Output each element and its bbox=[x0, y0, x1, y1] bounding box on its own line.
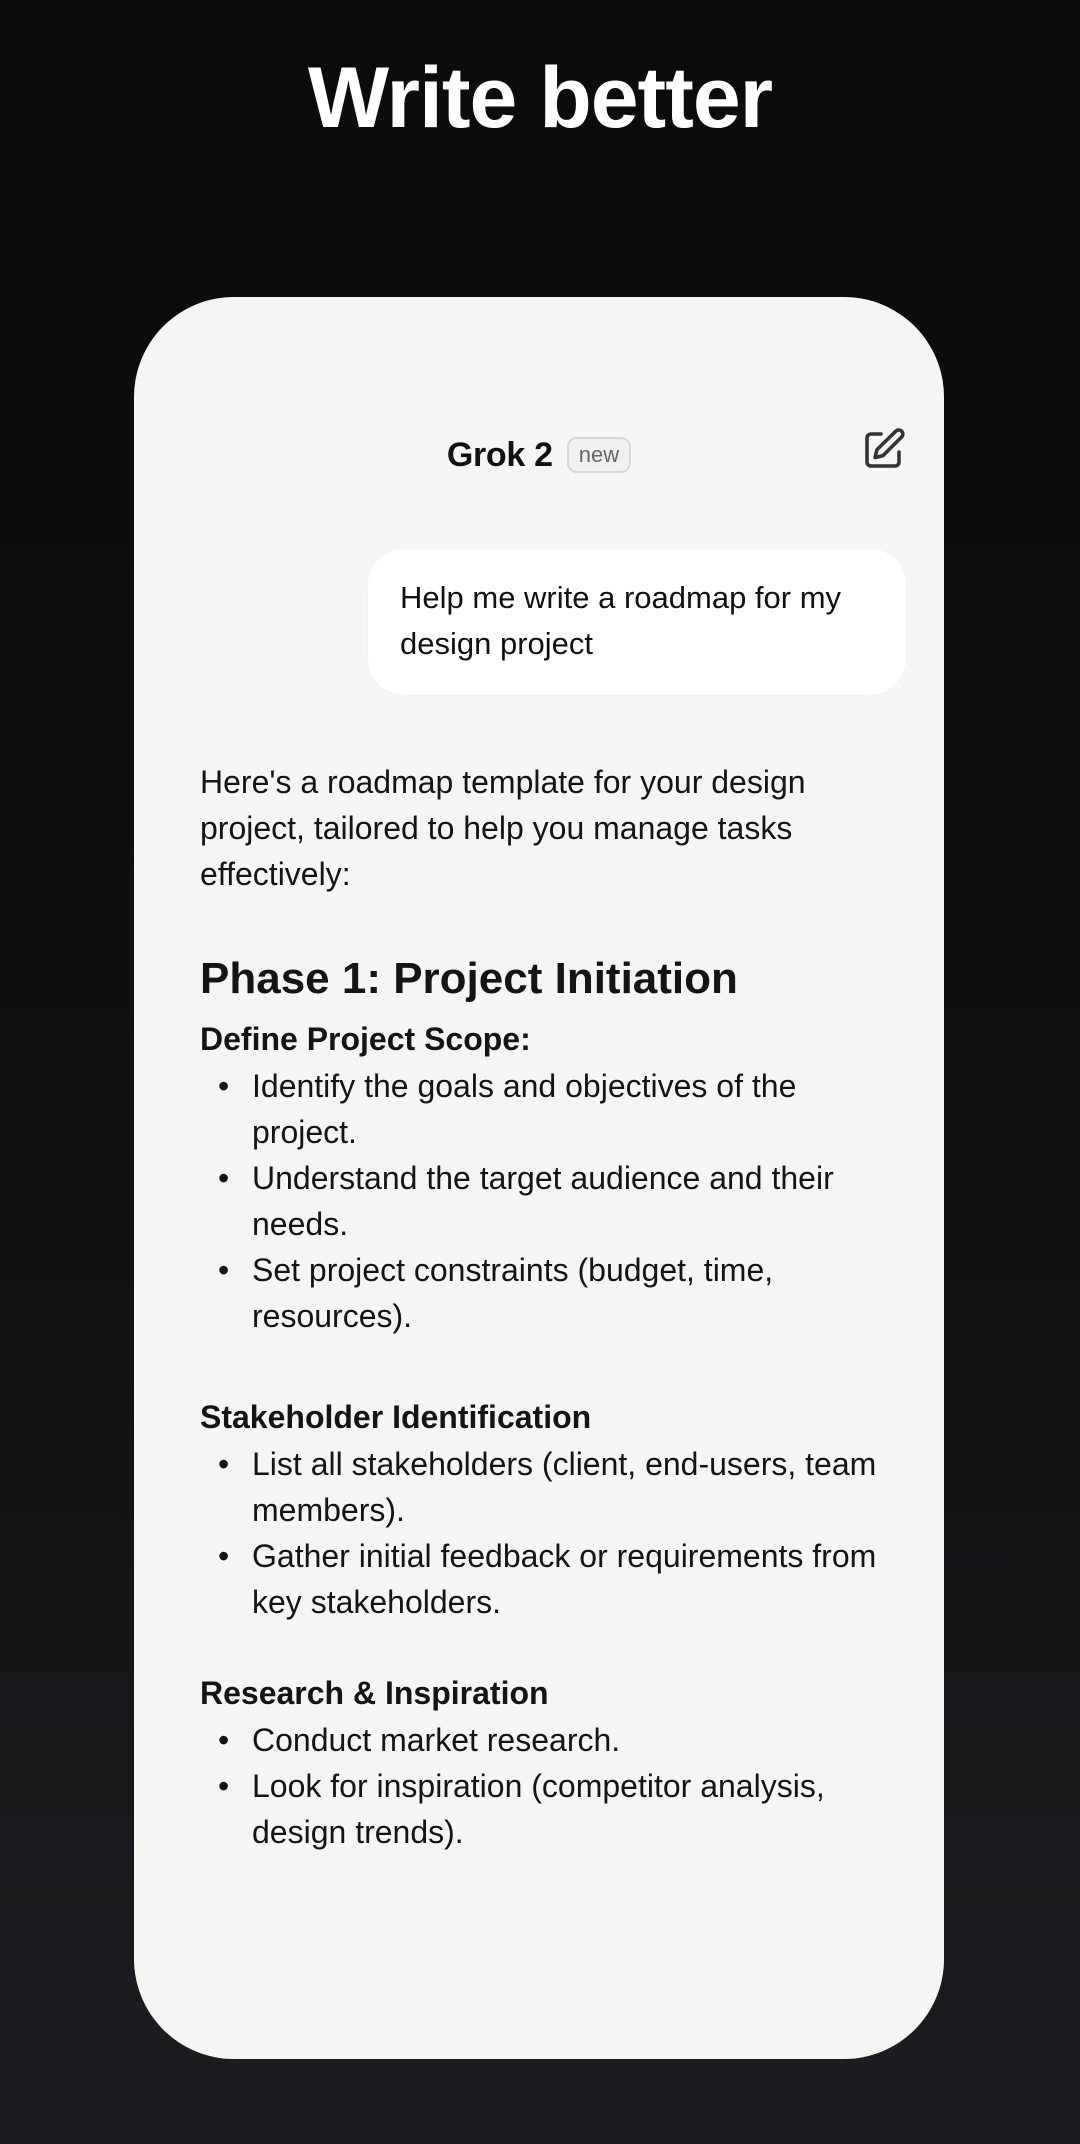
list-item: • List all stakeholders (client, end-users, team members). bbox=[218, 1441, 890, 1533]
model-name[interactable]: Grok 2 bbox=[446, 435, 553, 474]
chat-header bbox=[134, 427, 944, 483]
section-title: Research & Inspiration bbox=[200, 1675, 549, 1711]
list-item: • Set project constraints (budget, time, resources). bbox=[218, 1247, 890, 1339]
response-intro: Here's a roadmap template for your design project, tailored to help you manage tasks effectively: bbox=[200, 764, 806, 892]
phone-screen bbox=[134, 297, 944, 2059]
section-stakeholders bbox=[200, 1393, 890, 1625]
section-define-scope bbox=[200, 1015, 890, 1339]
section-research bbox=[200, 1669, 890, 1855]
section-title: Stakeholder Identification bbox=[200, 1399, 592, 1435]
new-chat-button[interactable] bbox=[858, 425, 908, 475]
hero-title: Write better bbox=[307, 50, 773, 146]
list-item: • Look for inspiration (competitor analysis, design trends). bbox=[218, 1763, 890, 1855]
list-item: • Conduct market research. bbox=[218, 1717, 890, 1763]
bullet-list bbox=[218, 1063, 890, 1339]
bullet-list bbox=[218, 1441, 890, 1625]
user-message-bubble: Help me write a roadmap for my design project bbox=[368, 549, 906, 695]
list-item: • Understand the target audience and their needs. bbox=[218, 1155, 890, 1247]
bullet-list bbox=[218, 1717, 890, 1855]
assistant-response bbox=[200, 759, 890, 1855]
list-item: • Identify the goals and objectives of the project. bbox=[218, 1063, 890, 1155]
edit-icon bbox=[859, 426, 907, 474]
section-title: Define Project Scope: bbox=[200, 1021, 531, 1057]
phase-heading: Phase 1: Project Initiation bbox=[200, 954, 738, 1003]
list-item: • Gather initial feedback or requirements from key stakeholders. bbox=[218, 1533, 890, 1625]
new-badge: new bbox=[567, 437, 631, 473]
